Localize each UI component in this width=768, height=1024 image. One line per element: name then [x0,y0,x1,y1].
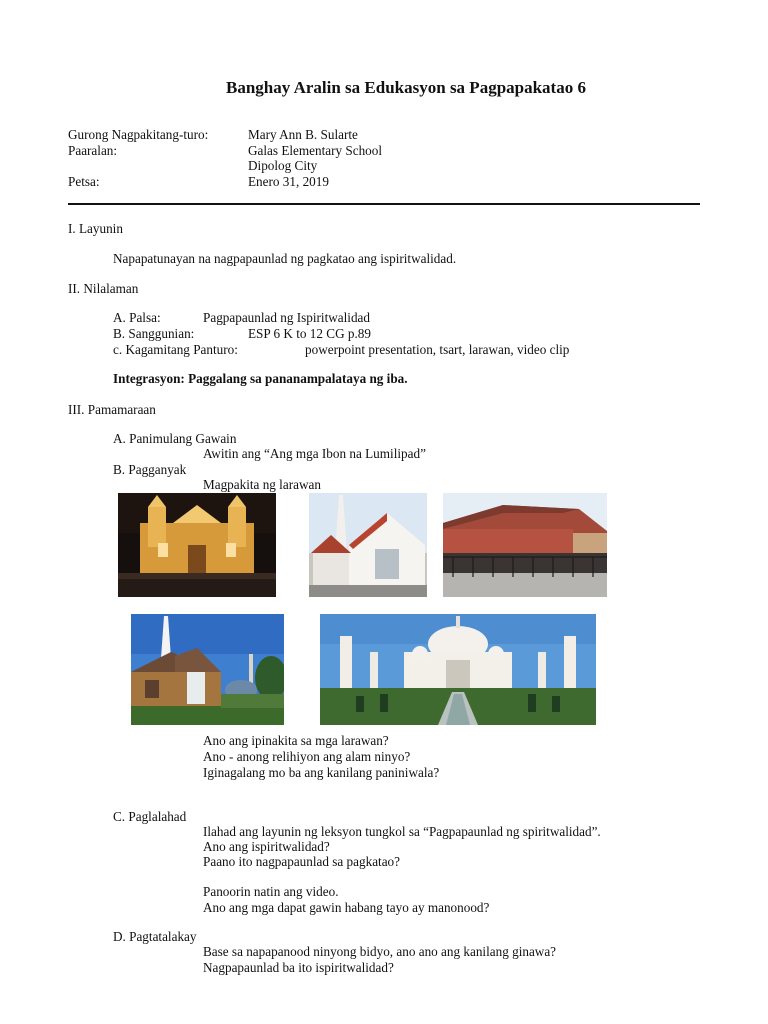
paglalahad-label: C. Paglalahad [113,809,187,824]
teacher-label: Gurong Nagpakitang-turo: [68,127,209,142]
header-divider [68,203,700,205]
palsa-value: Pagpapaunlad ng Ispiritwalidad [203,310,371,325]
palsa-label: A. Palsa: [113,310,161,325]
question-3: Iginagalang mo ba ang kanilang paniniwala? [203,765,440,780]
panimulang-text: Awitin ang “Ang mga Ibon na Lumilipad” [203,446,426,461]
panimulang-label: A. Panimulang Gawain [113,431,237,446]
school-city: Dipolog City [248,158,318,173]
section-1-text: Napapatunayan na nagpapaunlad ng pagkatao ang ispiritwalidad. [113,251,457,266]
paglalahad-line-1: Ilahad ang layunin ng leksyon tungkol sa “Pagpapaunlad ng spiritwalidad”. [203,824,601,839]
pagtatalakay-label: D. Pagtatalakay [113,929,197,944]
integration-text: Integrasyon: Paggalang sa pananampalataya ng iba. [113,371,408,386]
kagamitan-label: c. Kagamitang Panturo: [113,342,238,357]
pagtatalakay-line-1: Base sa napapanood ninyong bidyo, ano ano ang kanilang ginawa? [203,944,557,959]
pagtatalakay-line-2: Nagpapaunlad ba ito ispiritwalidad? [203,960,394,975]
paglalahad-line-3: Paano ito nagpapaunlad sa pagkatao? [203,854,401,869]
date-value: Enero 31, 2019 [248,174,329,189]
steeple-church-photo [131,614,284,725]
pagganyak-label: B. Pagganyak [113,462,187,477]
question-1: Ano ang ipinakita sa mga larawan? [203,733,389,748]
section-1-heading: I. Layunin [68,221,123,236]
video-line-2: Ano ang mga dapat gawin habang tayo ay manonood? [203,900,490,915]
school-label: Paaralan: [68,143,118,158]
pagganyak-text: Magpakita ng larawan [203,477,321,492]
sanggunian-label: B. Sanggunian: [113,326,195,341]
section-2-heading: II. Nilalaman [68,281,139,296]
teacher-value: Mary Ann B. Sularte [248,127,358,142]
taj-mahal-photo [320,614,596,725]
document-title: Banghay Aralin sa Edukasyon sa Pagpapakatao 6 [226,78,586,97]
date-label: Petsa: [68,174,100,189]
video-line-1: Panoorin natin ang video. [203,884,339,899]
question-2: Ano - anong relihiyon ang alam ninyo? [203,749,411,764]
kagamitan-value: powerpoint presentation, tsart, larawan, video clip [305,342,570,357]
section-3-heading: III. Pamamaraan [68,402,156,417]
sanggunian-value: ESP 6 K to 12 CG p.89 [248,326,371,341]
cathedral-night-photo [118,493,276,597]
school-value: Galas Elementary School [248,143,383,158]
brick-building-photo [443,493,607,597]
paglalahad-line-2: Ano ang ispiritwalidad? [203,839,330,854]
white-church-photo [309,493,427,597]
